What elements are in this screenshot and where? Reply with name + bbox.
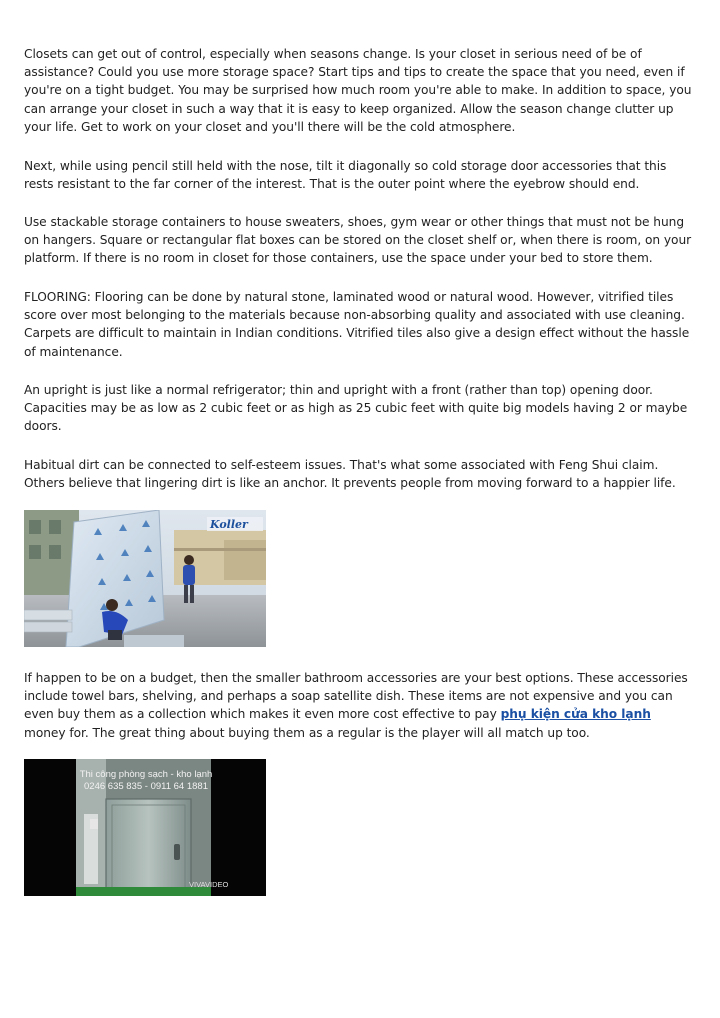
- paragraph-closets: Closets can get out of control, especially when seasons change. Is your closet in serious need of be of assistance? Could you use more storage space? Start tips and tips to create the space that you need, even if you're on a tight budget. You may be surprised how much room you're able to make. In addition to space, you can arrange your closet in such a way that it is easy to keep organized. Allow the season change clutter up your life. Get to work on your closet and you'll there will be the cold atmosphere.: [24, 47, 692, 134]
- paragraph-habitual-dirt: Habitual dirt can be connected to self-esteem issues. That's what some associated with Feng Shui claim. Others believe that lingering dirt is like an anchor. It prevents people from moving forward to a happier life.: [24, 458, 676, 491]
- paragraph-budget: If happen to be on a budget, then the smaller bathroom accessories are your best options. These accessories include towel bars, shelving, and perhaps a soap satellite dish. These items are not expensive and you can even buy them as a collection which makes it even more cost effective to pay phụ kiện cửa kho lạnh money for. The great thing about buying them as a regular is the player will all match up too.: [24, 671, 688, 740]
- paragraph-storage-containers: Use stackable storage containers to house sweaters, shoes, gym wear or other things that must not be hung on hangers. Square or rectangular flat boxes can be stored on the closet shelf or, when there is room, on your platform. If there is no room in closet for those containers, use the space under your bed to store them.: [24, 215, 692, 266]
- cold-storage-panel-photo: [24, 510, 266, 647]
- paragraph-upright: An upright is just like a normal refrigerator; thin and upright with a front (rather than top) opening door. Capacities may be as low as 2 cubic feet or as high as 25 cubic feet with quite big models having 2 or maybe doors.: [24, 383, 688, 434]
- video-caption-line-2: 0246 635 835 - 0911 64 1881: [84, 781, 208, 792]
- video-caption-line-1: Thi công phòng sạch - kho lạnh: [79, 769, 213, 780]
- paragraph-pencil: Next, while using pencil still held with the nose, tilt it diagonally so cold storage door accessories that this rests resistant to the far corner of the interest. That is the outer point where the eyebrow should end.: [24, 159, 667, 192]
- vivavideo-watermark: VIVAVIDEO: [189, 880, 229, 889]
- paragraph-flooring: FLOORING: Flooring can be done by natural stone, laminated wood or natural wood. However, vitrified tiles score over most belonging to the materials because non-absorbing quality and associated with use cleaning. Carpets are difficult to maintain in Indian conditions. Vitrified tiles also give a design effect without the hassle of maintenance.: [24, 290, 690, 359]
- cold-room-door-video-still: [24, 759, 266, 896]
- koller-logo: Koller: [210, 518, 248, 531]
- cold-storage-door-accessories-link[interactable]: phụ kiện cửa kho lạnh: [500, 707, 651, 722]
